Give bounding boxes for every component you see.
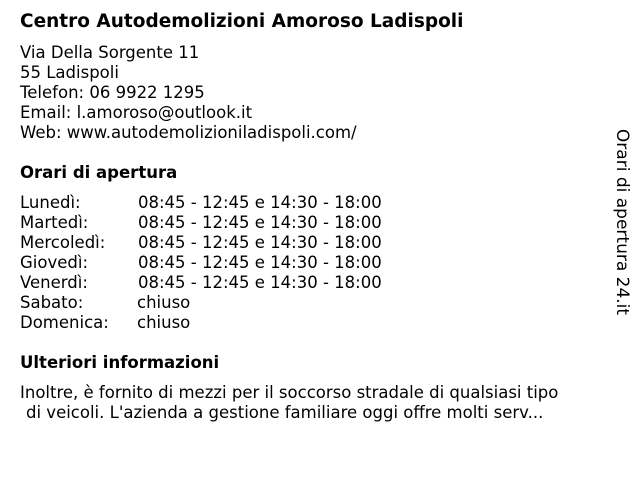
opening-time: 08:45 - 12:45 e 14:30 - 18:00 <box>138 253 382 272</box>
phone-line[interactable]: Telefon: 06 9922 1295 <box>20 83 205 102</box>
business-name: Centro Autodemolizioni Amoroso Ladispoli <box>20 11 464 32</box>
day-label: Domenica: <box>20 313 109 332</box>
closed-label: chiuso <box>137 313 191 332</box>
closed-label: chiuso <box>137 293 191 312</box>
street-address: Via Della Sorgente 11 <box>20 43 200 62</box>
email-line[interactable]: Email: l.amoroso@outlook.it <box>20 103 253 122</box>
day-label: Lunedì: <box>20 193 81 212</box>
day-label: Martedì: <box>20 213 89 232</box>
day-label: Mercoledì: <box>20 233 106 252</box>
description-line: Inoltre, è fornito di mezzi per il soccorso stradale di qualsiasi tipo <box>20 383 559 402</box>
contact-block <box>20 43 357 143</box>
opening-hours-heading: Orari di apertura <box>20 163 178 182</box>
opening-time: 08:45 - 12:45 e 14:30 - 18:00 <box>138 193 382 212</box>
opening-time: 08:45 - 12:45 e 14:30 - 18:00 <box>138 233 382 252</box>
day-label: Venerdì: <box>20 273 88 292</box>
site-watermark: Orari di apertura 24.it <box>612 128 632 316</box>
day-label: Sabato: <box>20 293 84 312</box>
description-line: di veicoli. L'azienda a gestione familiare oggi offre molti serv... <box>26 403 544 422</box>
day-label: Giovedì: <box>20 253 88 272</box>
more-info-heading: Ulteriori informazioni <box>20 353 220 372</box>
opening-time: 08:45 - 12:45 e 14:30 - 18:00 <box>138 213 382 232</box>
business-description <box>20 383 610 423</box>
opening-time: 08:45 - 12:45 e 14:30 - 18:00 <box>138 273 382 292</box>
city-line: 55 Ladispoli <box>20 63 119 82</box>
website-line[interactable]: Web: www.autodemolizioniladispoli.com/ <box>20 123 357 142</box>
